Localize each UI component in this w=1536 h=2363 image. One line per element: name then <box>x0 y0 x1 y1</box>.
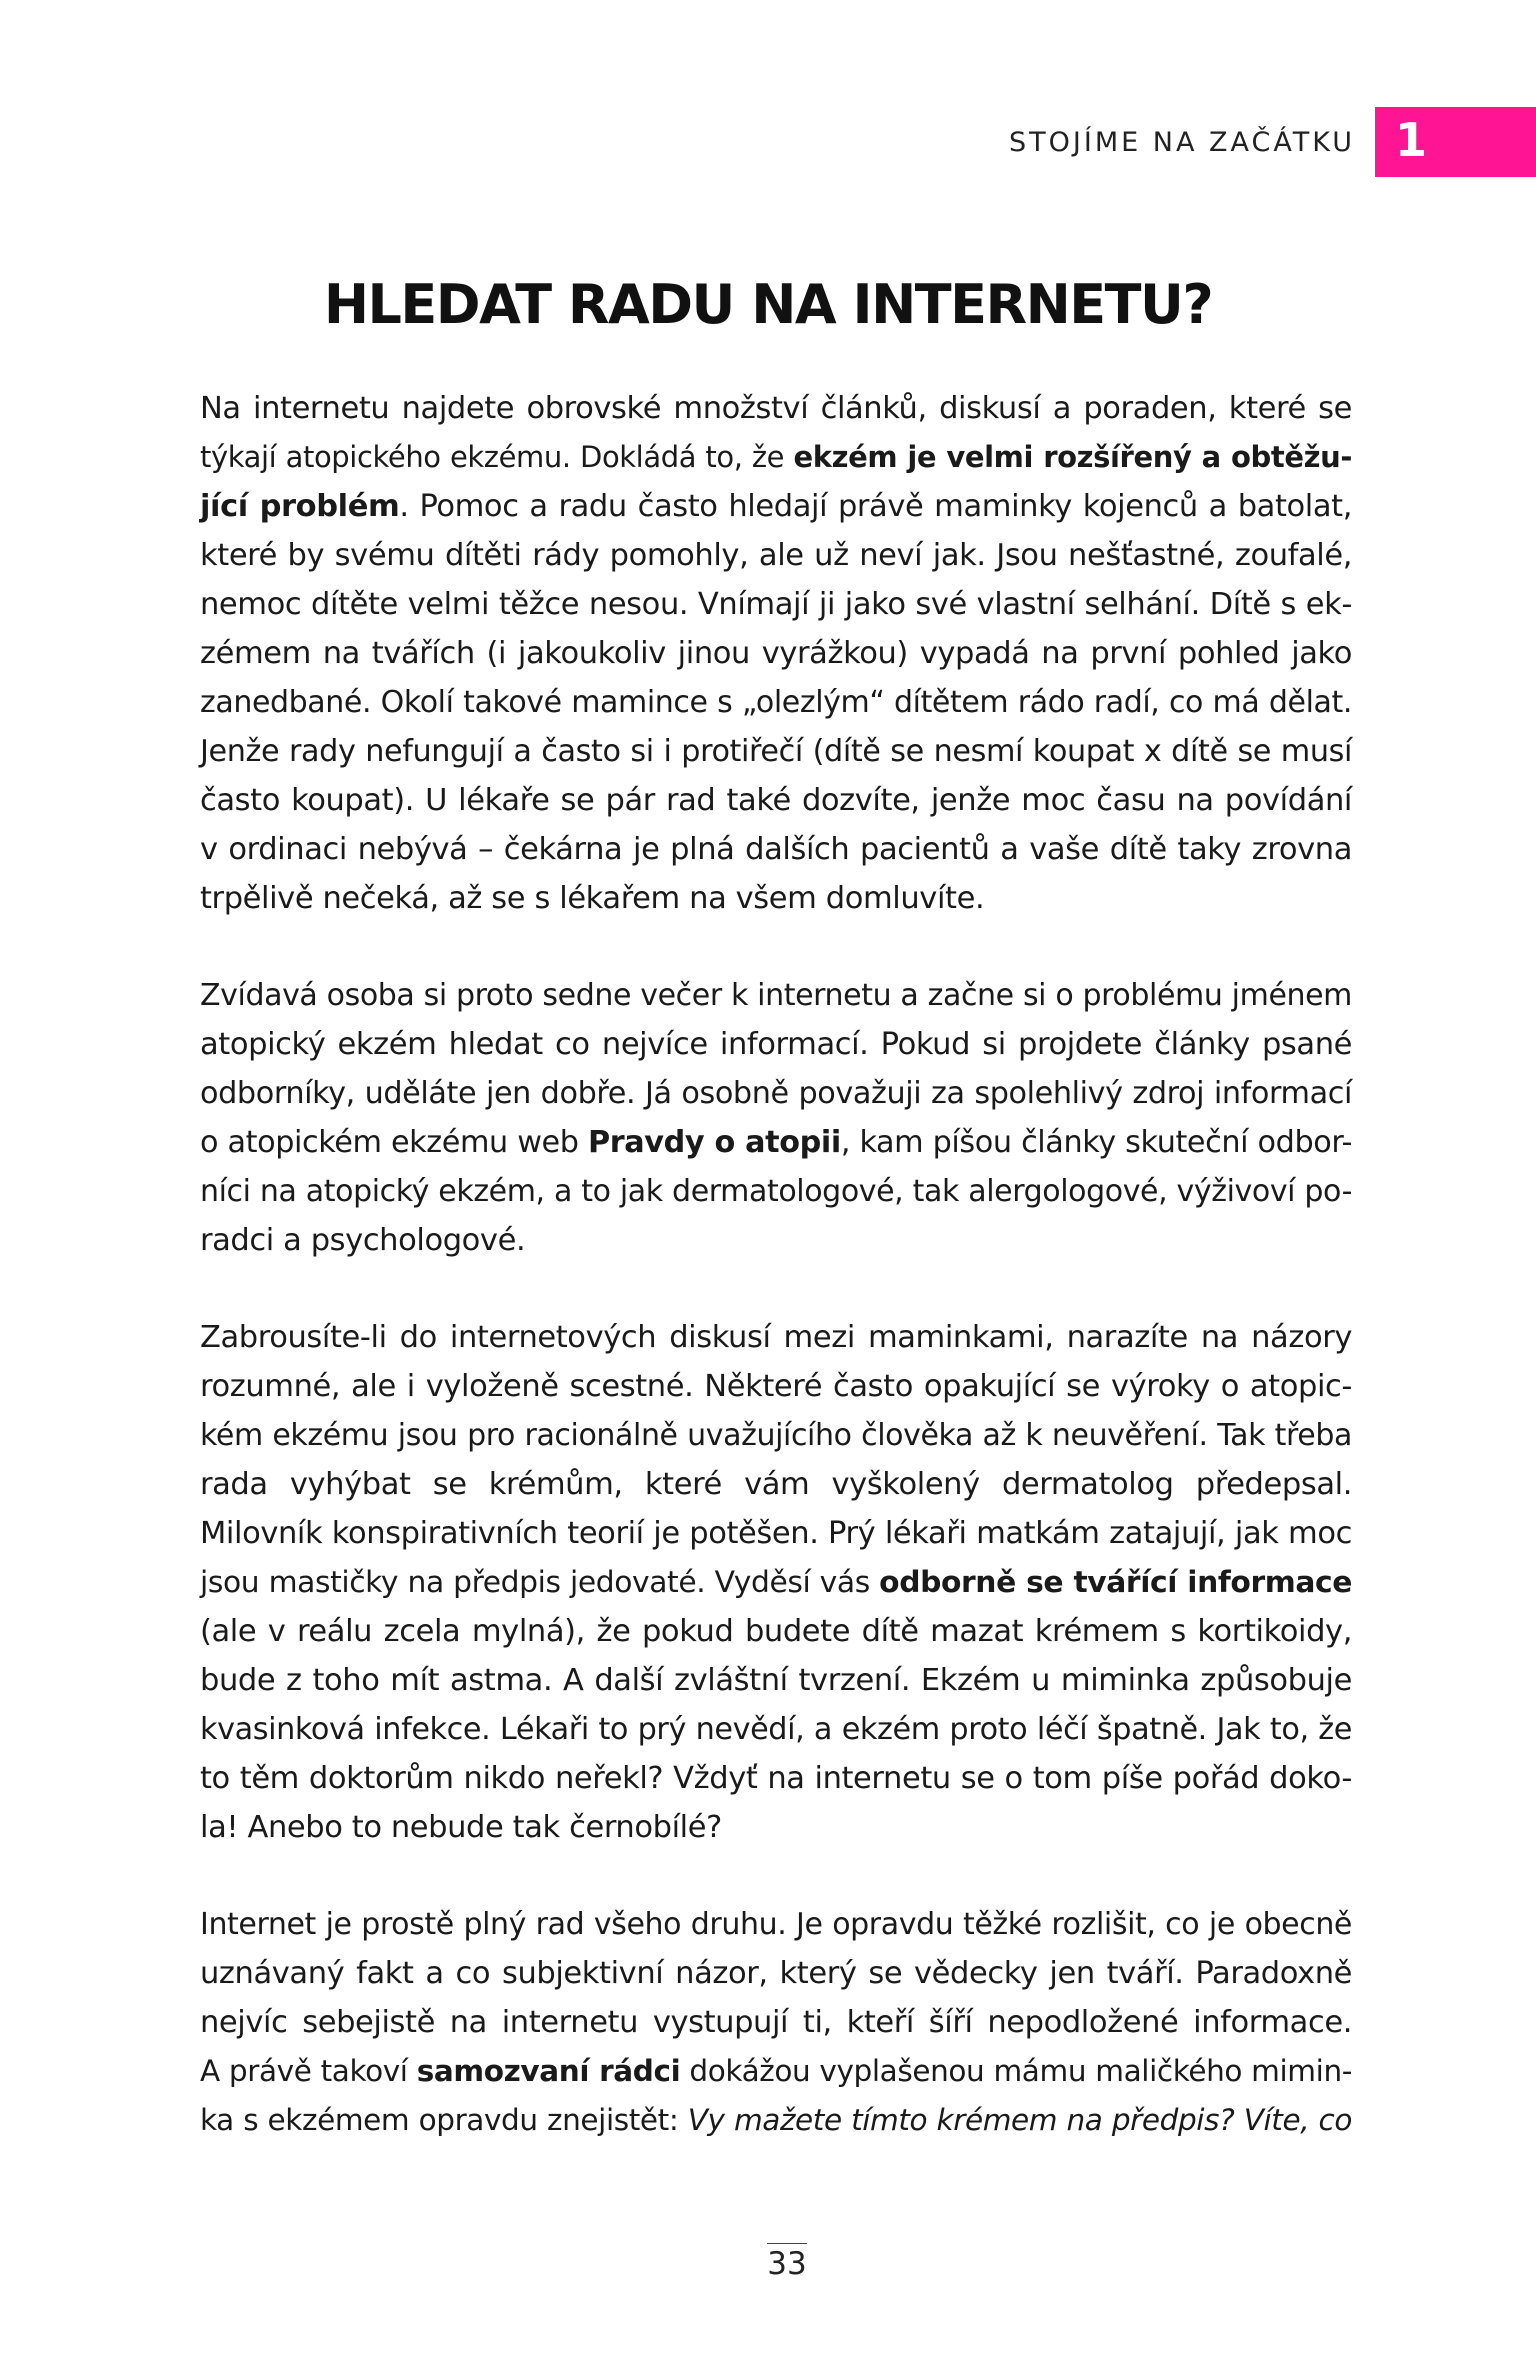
paragraph <box>200 1313 1352 1852</box>
text-run: trpělivě nečeká, až se s lékařem na všem domluvíte. <box>200 881 985 916</box>
text-line <box>200 531 1352 580</box>
text-run: Jenže rady nefungují a často si i protiřečí (dítě se nesmí koupat x dítě se musí <box>200 734 1352 769</box>
text-run: zanedbané. Okolí takové mamince s „olezlým“ dítětem rádo radí, co má dělat. <box>200 685 1352 720</box>
text-line <box>200 2096 1352 2145</box>
text-run: rozumné, ale i vyloženě scestné. Některé často opakující se výroky o atopic- <box>200 1369 1352 1404</box>
text-line <box>200 776 1352 825</box>
text-run: A právě takoví <box>200 2054 417 2088</box>
text-line <box>200 1167 1352 1216</box>
text-line <box>200 1900 1352 1949</box>
page-number: 33 <box>767 2246 807 2282</box>
text-run: radci a psychologové. <box>200 1223 526 1258</box>
text-line <box>200 1460 1352 1509</box>
text-run: atopický ekzém hledat co nejvíce informací. Pokud si projdete články psané <box>200 1027 1352 1062</box>
text-run: zémem na tvářích (i jakoukoliv jinou vyrážkou) vypadá na první pohled jako <box>200 636 1352 671</box>
text-line <box>200 825 1352 874</box>
text-line <box>200 1362 1352 1411</box>
text-line <box>200 629 1352 678</box>
running-head-title: STOJÍME NA ZAČÁTKU <box>1009 127 1355 158</box>
text-run: bude z toho mít astma. A další zvláštní tvrzení. Ekzém u miminka způsobuje <box>200 1663 1352 1698</box>
bold-text: jící problém <box>200 489 400 524</box>
text-line <box>200 580 1352 629</box>
text-run: které by svému dítěti rády pomohly, ale už neví jak. Jsou nešťastné, zoufalé, <box>200 538 1352 573</box>
text-run: Milovník konspirativních teorií je potěšen. Prý lékaři matkám zatajují, jak moc <box>200 1516 1352 1551</box>
page-number-rule <box>767 2243 807 2244</box>
chapter-tab <box>1375 107 1536 177</box>
text-line <box>200 874 1352 923</box>
text-run: Na internetu najdete obrovské množství článků, diskusí a poraden, které se <box>200 391 1352 426</box>
italic-text: Vy mažete tímto krémem na předpis? Víte, co <box>687 2103 1353 2137</box>
text-run: nejvíc sebejistě na internetu vystupují ti, kteří šíří nepodložené informace. <box>200 2005 1352 2040</box>
text-run: nemoc dítěte velmi těžce nesou. Vnímají ji jako své vlastní selhání. Dítě s ek- <box>200 587 1352 622</box>
text-run: níci na atopický ekzém, a to jak dermatologové, tak alergologové, výživoví po- <box>200 1174 1352 1209</box>
text-line <box>200 1998 1352 2047</box>
text-run: . Pomoc a radu často hledají právě maminky kojenců a batolat, <box>399 489 1352 524</box>
text-run: rada vyhýbat se krémům, které vám vyškolený dermatolog předepsal. <box>200 1467 1352 1502</box>
paragraph <box>200 384 1352 923</box>
text-line <box>200 1656 1352 1705</box>
text-line <box>200 1069 1352 1118</box>
bold-text: odborně se tvářící informace <box>879 1565 1353 1600</box>
text-run: odborníky, uděláte jen dobře. Já osobně považuji za spolehlivý zdroj informací <box>200 1076 1352 1111</box>
text-line <box>200 482 1352 531</box>
text-run: týkají atopického ekzému. Dokládá to, že <box>200 440 794 474</box>
text-line <box>200 727 1352 776</box>
text-run: to těm doktorům nikdo neřekl? Vždyť na internetu se o tom píše pořád doko- <box>200 1761 1352 1796</box>
text-line <box>200 384 1352 433</box>
text-run: uznávaný fakt a co subjektivní názor, který se vědecky jen tváří. Paradoxně <box>200 1956 1352 1991</box>
text-run: , kam píšou články skuteční odbor- <box>840 1125 1352 1160</box>
body-text <box>200 384 1352 2193</box>
text-line <box>200 1313 1352 1362</box>
text-run: jsou mastičky na předpis jedovaté. Vyděsí vás <box>200 1565 880 1600</box>
text-line <box>200 1020 1352 1069</box>
text-line <box>200 678 1352 727</box>
chapter-number: 1 <box>1395 113 1428 167</box>
text-line <box>200 1411 1352 1460</box>
text-run: o atopickém ekzému web <box>200 1125 588 1160</box>
text-run: v ordinaci nebývá – čekárna je plná dalších pacientů a vaše dítě taky zrovna <box>200 832 1352 867</box>
text-line <box>200 1803 1352 1852</box>
text-line <box>200 1705 1352 1754</box>
text-run: (ale v reálu zcela mylná), že pokud budete dítě mazat krémem s kortikoidy, <box>200 1614 1352 1649</box>
paragraph <box>200 1900 1352 2145</box>
text-run: často koupat). U lékaře se pár rad také dozvíte, jenže moc času na povídání <box>200 783 1352 818</box>
text-line <box>200 971 1352 1020</box>
text-line <box>200 1216 1352 1265</box>
text-line <box>200 433 1352 482</box>
text-run: kém ekzému jsou pro racionálně uvažujícího člověka až k neuvěření. Tak třeba <box>200 1418 1352 1453</box>
text-line <box>200 1607 1352 1656</box>
text-line <box>200 1754 1352 1803</box>
text-run: Zabrousíte-li do internetových diskusí mezi maminkami, narazíte na názory <box>200 1320 1352 1355</box>
text-line <box>200 1509 1352 1558</box>
page-title: HLEDAT RADU NA INTERNETU? <box>323 273 1213 336</box>
text-line <box>200 1118 1352 1167</box>
text-run: Internet je prostě plný rad všeho druhu. Je opravdu těžké rozlišit, co je obecně <box>200 1907 1352 1942</box>
text-run: kvasinková infekce. Lékaři to prý nevědí, a ekzém proto léčí špatně. Jak to, že <box>200 1712 1352 1747</box>
text-run: la! Anebo to nebude tak černobílé? <box>200 1810 722 1845</box>
bold-text: ekzém je velmi rozšířený a obtěžu- <box>793 440 1352 474</box>
bold-text: Pravdy o atopii <box>587 1125 841 1160</box>
text-line <box>200 2047 1352 2096</box>
text-run: ka s ekzémem opravdu znejistět: <box>200 2103 688 2137</box>
bold-text: samozvaní rádci <box>416 2054 681 2088</box>
text-line <box>200 1558 1352 1607</box>
text-line <box>200 1949 1352 1998</box>
text-run: Zvídavá osoba si proto sedne večer k internetu a začne si o problému jménem <box>200 978 1352 1013</box>
paragraph <box>200 971 1352 1265</box>
text-run: dokážou vyplašenou mámu maličkého mimin- <box>680 2054 1352 2088</box>
